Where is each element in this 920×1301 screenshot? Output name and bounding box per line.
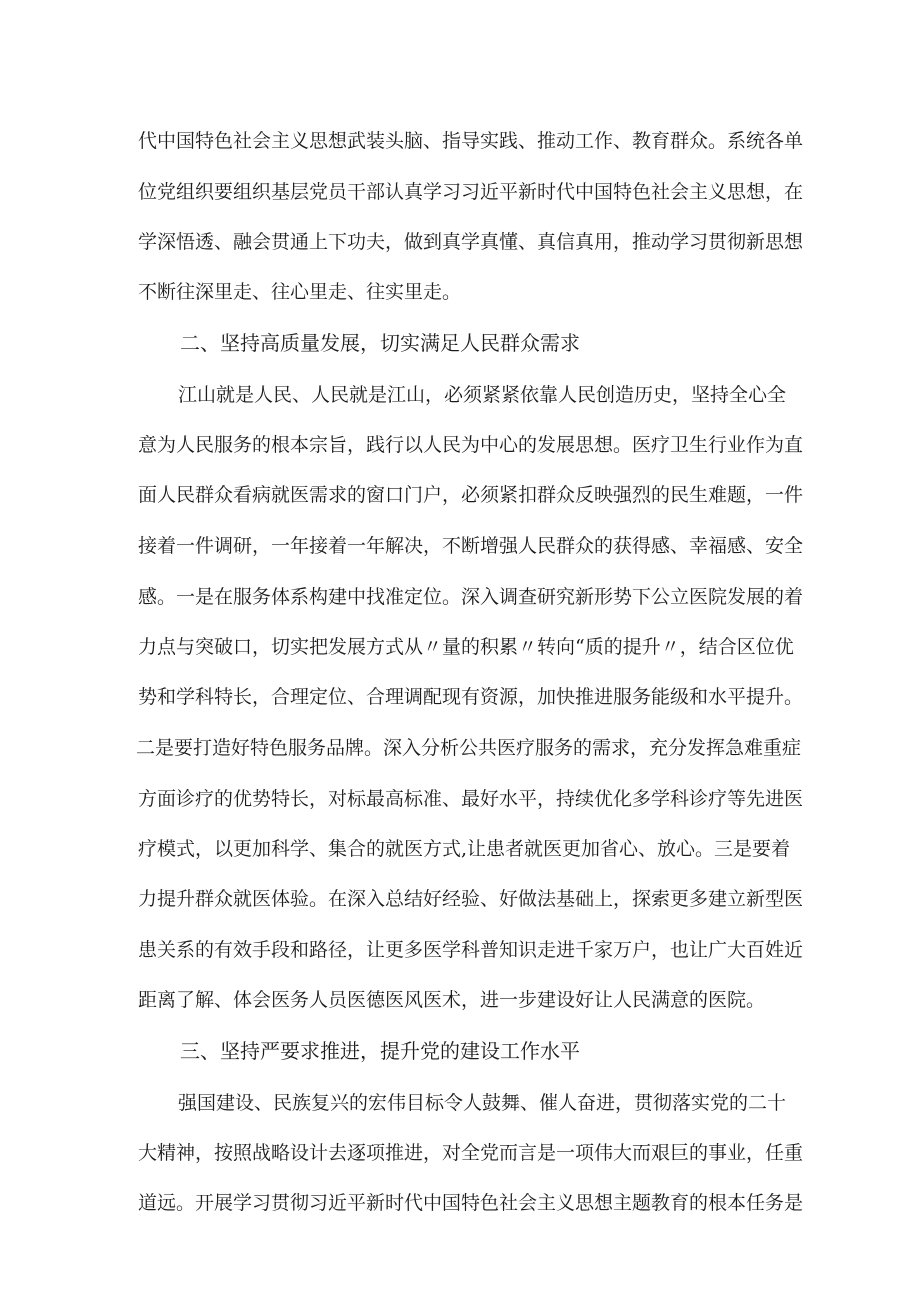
text-line: 代中国特色社会主义思想武装头脑、指导实践、推动工作、教育群众。系统各单 [138, 130, 804, 152]
text-line: 距离了解、体会医务人员医德医风医术，进一步建设好让人民满意的医院。 [138, 989, 766, 1011]
text-line: 面人民群众看病就医需求的窗口门户，必须紧扣群众反映强烈的民生难题，一件 [138, 484, 804, 506]
section-heading-3: 三、坚持严要求推进，提升党的建设工作水平 [180, 1039, 580, 1063]
text-line: 力提升群众就医体验。在深入总结好经验、好做法基础上，探索更多建立新型医 [138, 888, 804, 910]
text-line: 不断往深里走、往心里走、往实里走。 [138, 281, 462, 303]
text-line: 道远。开展学习贯彻习近平新时代中国特色社会主义思想主题教育的根本任务是 [138, 1192, 804, 1214]
text-line: 方面诊疗的优势特长，对标最高标准、最好水平，持续优化多学科诊疗等先进医 [138, 788, 804, 810]
paragraph-first-line: 强国建设、民族复兴的宏伟目标令人鼓舞、催人奋进，贯彻落实党的二十 [178, 1092, 787, 1114]
text-line: 患关系的有效手段和路径，让更多医学科普知识走进千家万户，也让广大百姓近 [138, 939, 804, 961]
text-line: 感。一是在服务体系构建中找准定位。深入调查研究新形势下公立医院发展的着 [138, 586, 804, 608]
text-line: 学深悟透、融会贯通上下功夫，做到真学真懂、真信真用，推动学习贯彻新思想 [138, 231, 804, 253]
text-line: 位党组织要组织基层党员干部认真学习习近平新时代中国特色社会主义思想，在 [138, 181, 804, 203]
text-line: 二是要打造好特色服务品牌。深入分析公共医疗服务的需求，充分发挥急难重症 [136, 737, 802, 759]
section-heading-2: 二、坚持高质量发展，切实满足人民群众需求 [180, 331, 580, 355]
text-line: 力点与突破口，切实把发展方式从〃量的积累〃转向“质的提升〃，结合区位优 [138, 636, 794, 658]
text-line: 意为人民服务的根本宗旨，践行以人民为中心的发展思想。医疗卫生行业作为直 [138, 434, 804, 456]
text-line: 接着一件调研，一年接着一年解决，不断增强人民群众的获得感、幸福感、安全 [138, 535, 804, 557]
text-line: 疗模式，以更加科学、集合的就医方式,让患者就医更加省心、放心。三是要着 [138, 838, 791, 860]
paragraph-first-line: 江山就是人民、人民就是江山，必须紧紧依靠人民创造历史，坚持全心全 [178, 384, 787, 406]
text-line: 势和学科特长，合理定位、合理调配现有资源，加快推进服务能级和水平提升。 [138, 686, 804, 708]
text-line: 大精神，按照战略设计去逐项推进，对全党而言是一项伟大而艰巨的事业，任重 [138, 1142, 804, 1164]
